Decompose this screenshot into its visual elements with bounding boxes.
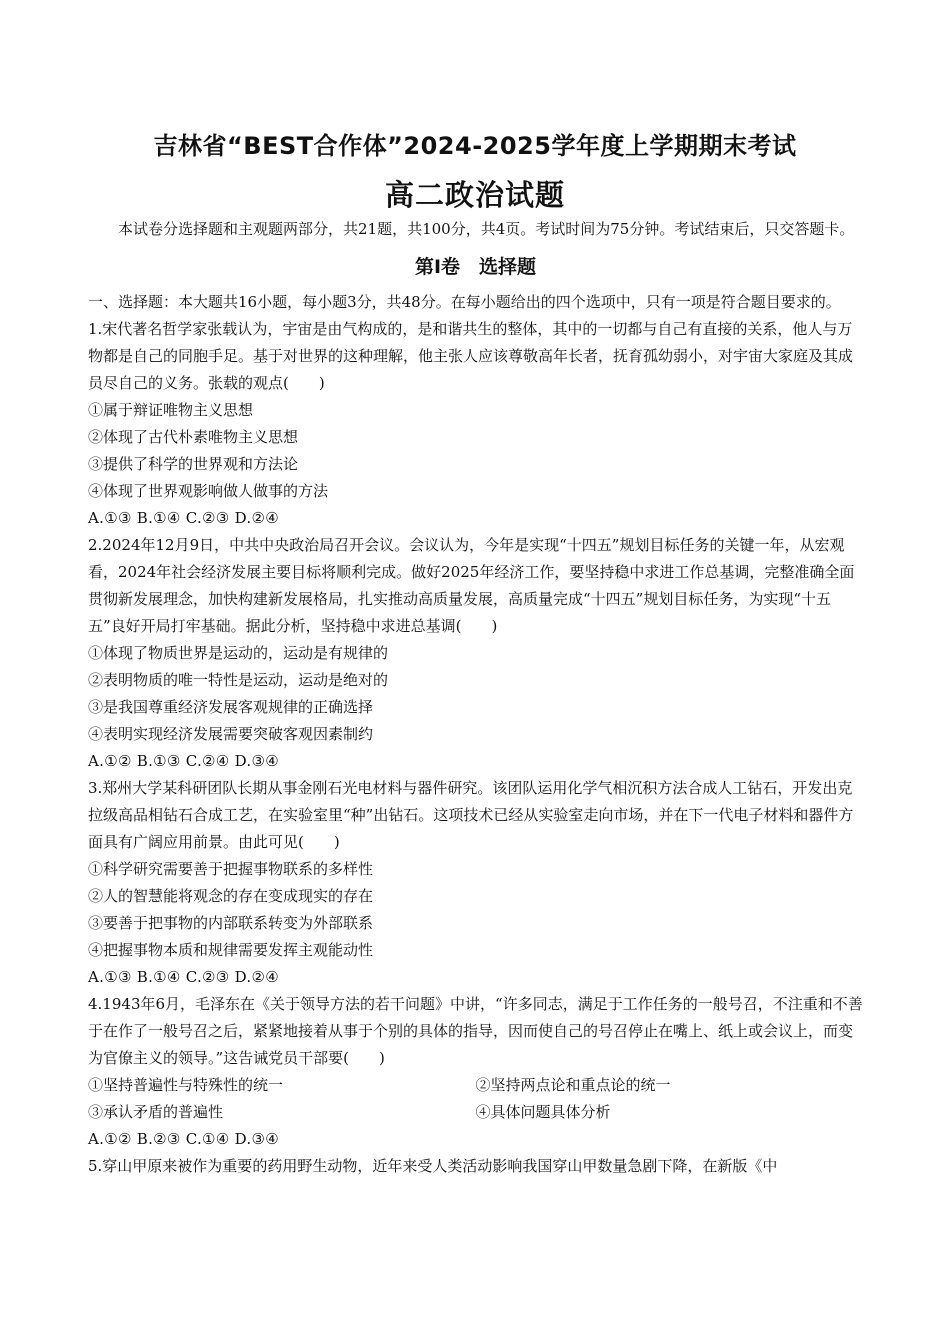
question-3 <box>88 775 863 991</box>
options-row-2 <box>88 1099 863 1126</box>
exam-title: 吉林省“BEST合作体”2024-2025学年度上学期期末考试 <box>153 132 797 160</box>
option-2: ②坚持两点论和重点论的统一 <box>475 1076 671 1094</box>
question-stem: 1.宋代著名哲学家张载认为，宇宙是由气构成的，是和谐共生的整体，其中的一切都与自己有直接的关系，他人与万物都是自己的同胞手足。基于对世界的这种理解，他主张人应该尊敬高年长者，抚育孤幼弱小，对宇宙大家庭及其成员尽自己的义务。张载的观点( ) <box>88 320 854 392</box>
section-instruction: 一、选择题：本大题共16小题，每小题3分，共48分。在每小题给出的四个选项中，只有一项是符合题目要求的。 <box>88 293 841 311</box>
option-4: ④体现了世界观影响做人做事的方法 <box>88 482 329 500</box>
option-3: ③是我国尊重经济发展客观规律的正确选择 <box>88 698 374 716</box>
question-stem: 2.2024年12月9日，中共中央政治局召开会议。会议认为，今年是实现“十四五”规划目标任务的关键一年，从宏观看，2024年社会经济发展主要目标将顺利完成。做好2025年经济工作，要坚持稳中求进工作总基调，完整准确全面贯彻新发展理念，加快构建新发展格局，扎实推动高质量发展，高质量完成“十四五”规划目标任务，为实现“十五五”良好开局打牢基础。据此分析，坚持稳中求进总基调( ) <box>88 536 855 635</box>
option-2: ②人的智慧能将观念的存在变成现实的存在 <box>88 887 374 905</box>
option-1: ①坚持普遍性与特殊性的统一 <box>88 1076 284 1094</box>
answer-choices: A.①② B.②③ C.①④ D.③④ <box>88 1130 279 1148</box>
answer-choices: A.①② B.①③ C.②④ D.③④ <box>88 752 279 770</box>
options-row-1 <box>88 1072 863 1099</box>
answer-choices: A.①③ B.①④ C.②③ D.②④ <box>88 968 279 986</box>
option-3: ③承认矛盾的普遍性 <box>88 1103 224 1121</box>
option-3: ③要善于把事物的内部联系转变为外部联系 <box>88 914 374 932</box>
answer-choices: A.①③ B.①④ C.②③ D.②④ <box>88 509 279 527</box>
option-3: ③提供了科学的世界观和方法论 <box>88 455 299 473</box>
option-1: ①体现了物质世界是运动的，运动是有规律的 <box>88 644 389 662</box>
option-2: ②表明物质的唯一特性是运动，运动是绝对的 <box>88 671 389 689</box>
option-1: ①科学研究需要善于把握事物联系的多样性 <box>88 860 374 878</box>
option-4: ④把握事物本质和规律需要发挥主观能动性 <box>88 941 374 959</box>
question-stem: 5.穿山甲原来被作为重要的药用野生动物，近年来受人类活动影响我国穿山甲数量急剧下降，在新版《中 <box>88 1157 778 1175</box>
question-stem: 4.1943年6月，毛泽东在《关于领导方法的若干问题》中讲，“许多同志，满足于工作任务的一般号召，不注重和不善于在作了一般号召之后，紧紧地接着从事于个别的具体的指导，因而使自己的号召停止在嘴上、纸上或会议上，而变为官僚主义的领导。”这告诫党员干部要( ) <box>88 995 863 1067</box>
option-1: ①属于辩证唯物主义思想 <box>88 401 254 419</box>
question-4 <box>88 991 863 1153</box>
intro-paragraph: 本试卷分选择题和主观题两部分，共21题，共100分，共4页。考试时间为75分钟。考试结束后，只交答题卡。 <box>118 220 855 238</box>
question-1 <box>88 316 863 532</box>
exam-content <box>88 216 863 1180</box>
question-5 <box>88 1153 863 1180</box>
section-title: 第Ⅰ卷 选择题 <box>414 256 537 278</box>
option-4: ④表明实现经济发展需要突破客观因素制约 <box>88 725 374 743</box>
question-stem: 3.郑州大学某科研团队长期从事金刚石光电材料与器件研究。该团队运用化学气相沉积方法合成人工钻石，开发出克拉级高品相钻石合成工艺，在实验室里“种”出钻石。这项技术已经从实验室走向市场，并在下一代电子材料和器件方面具有广阔应用前景。由此可见( ) <box>88 779 854 851</box>
exam-subtitle: 高二政治试题 <box>384 178 565 212</box>
option-2: ②体现了古代朴素唯物主义思想 <box>88 428 299 446</box>
question-2 <box>88 532 863 775</box>
option-4: ④具体问题具体分析 <box>475 1103 611 1121</box>
